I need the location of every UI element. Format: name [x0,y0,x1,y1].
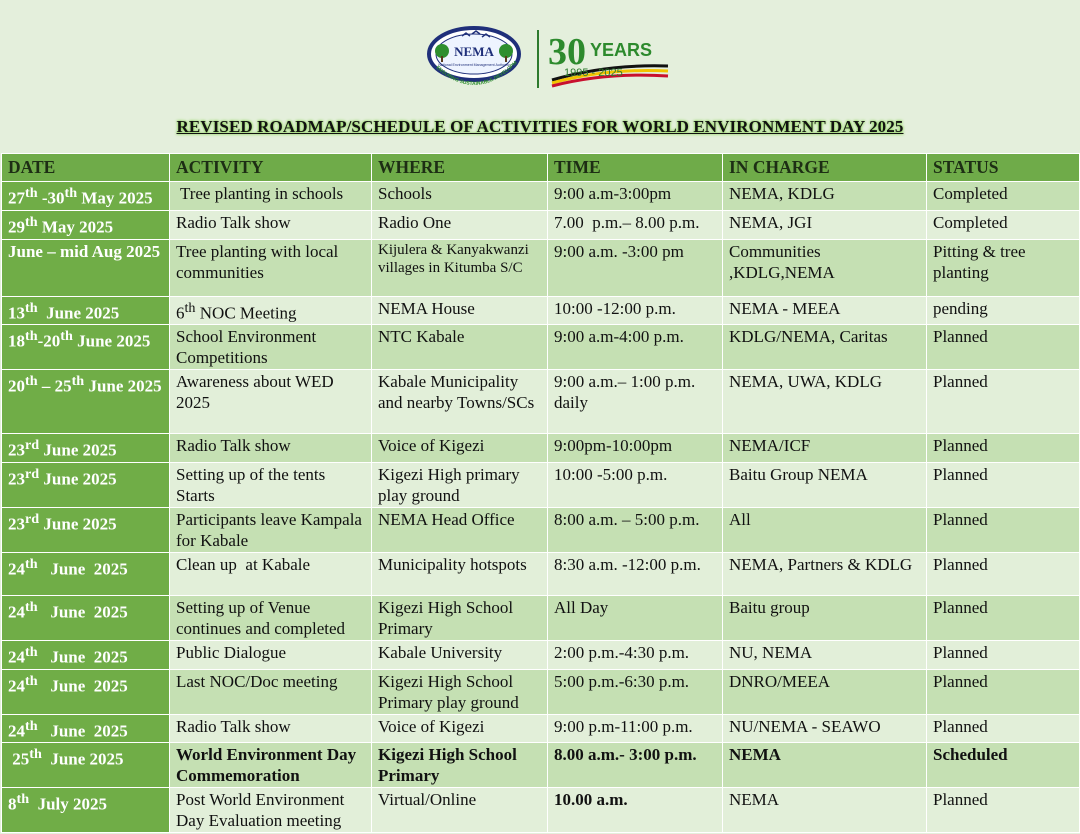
status-cell: Pitting & tree planting [927,239,1080,296]
date-cell: 24th June 2025 [2,552,170,595]
activity-cell: Clean up at Kabale [170,552,372,595]
status-cell: Planned [927,714,1080,743]
table-row [2,210,1080,239]
activity-cell: Tree planting in schools [170,182,372,211]
table-row [2,640,1080,669]
where-cell: NTC Kabale [372,325,548,370]
activity-cell: School Environment Competitions [170,325,372,370]
status-cell: Planned [927,552,1080,595]
table-row [2,462,1080,507]
table-header-row [2,154,1080,182]
column-header-in-charge: IN CHARGE [723,154,927,182]
in-charge-cell: NEMA, KDLG [723,182,927,211]
nema-logo-ring-text: ENSURING SUSTAINABLE DEVELOPM [434,60,519,88]
status-cell: Planned [927,507,1080,552]
page-title: REVISED ROADMAP/SCHEDULE OF ACTIVITIES FOR WORLD ENVIRONMENT DAY 2025 [176,117,904,136]
table-row [2,507,1080,552]
where-cell: Kigezi High School Primary [372,595,548,640]
status-cell: Planned [927,595,1080,640]
where-cell: Kigezi High School Primary play ground [372,669,548,714]
status-cell: Planned [927,669,1080,714]
in-charge-cell: NEMA, Partners & KDLG [723,552,927,595]
activity-cell: Setting up of the tents Starts [170,462,372,507]
nema-logo-subtitle: National Environment Management Authority [438,63,510,67]
date-cell: 23rd June 2025 [2,434,170,463]
date-cell: 24th June 2025 [2,714,170,743]
time-cell: 8.00 a.m.- 3:00 p.m. [548,743,723,788]
status-cell: Scheduled [927,743,1080,788]
time-cell: 8:00 a.m. – 5:00 p.m. [548,507,723,552]
table-row [2,788,1080,833]
activity-cell: Public Dialogue [170,640,372,669]
activity-cell: Participants leave Kampala for Kabale [170,507,372,552]
in-charge-cell: NU, NEMA [723,640,927,669]
in-charge-cell: NU/NEMA - SEAWO [723,714,927,743]
date-cell: 18th-20th June 2025 [2,325,170,370]
table-row [2,743,1080,788]
activity-cell: Radio Talk show [170,714,372,743]
where-cell: Municipality hotspots [372,552,548,595]
header [0,0,1080,110]
date-cell: 13th June 2025 [2,296,170,325]
time-cell: 8:30 a.m. -12:00 p.m. [548,552,723,595]
column-header-where: WHERE [372,154,548,182]
table-row [2,669,1080,714]
activity-cell: World Environment Day Commemoration [170,743,372,788]
where-cell: Radio One [372,210,548,239]
status-cell: Planned [927,788,1080,833]
date-cell: 23rd June 2025 [2,507,170,552]
table-row [2,325,1080,370]
status-cell: Planned [927,462,1080,507]
table-row [2,370,1080,434]
time-cell: 9:00 a.m.– 1:00 p.m. daily [548,370,723,434]
in-charge-cell: All [723,507,927,552]
date-cell: June – mid Aug 2025 [2,239,170,296]
table-row [2,552,1080,595]
in-charge-cell: NEMA, JGI [723,210,927,239]
in-charge-cell: NEMA - MEEA [723,296,927,325]
in-charge-cell: NEMA [723,743,927,788]
date-cell: 29th May 2025 [2,210,170,239]
where-cell: NEMA House [372,296,548,325]
in-charge-cell: Communities ,KDLG,NEMA [723,239,927,296]
in-charge-cell: Baitu group [723,595,927,640]
activity-cell: Last NOC/Doc meeting [170,669,372,714]
years-word: YEARS [590,40,653,60]
in-charge-cell: NEMA/ICF [723,434,927,463]
date-cell: 25th June 2025 [2,743,170,788]
where-cell: Kabale University [372,640,548,669]
status-cell: Planned [927,434,1080,463]
nema-logo-text: NEMA [454,44,494,59]
where-cell: Virtual/Online [372,788,548,833]
time-cell: 9:00 p.m-11:00 p.m. [548,714,723,743]
date-cell: 8th July 2025 [2,788,170,833]
table-row [2,296,1080,325]
status-cell: Completed [927,210,1080,239]
activity-cell: Radio Talk show [170,434,372,463]
table-row [2,595,1080,640]
thirty-years-logo [546,24,676,90]
time-cell: 9:00 a.m-4:00 p.m. [548,325,723,370]
in-charge-cell: DNRO/MEEA [723,669,927,714]
table-row [2,714,1080,743]
activity-cell: Setting up of Venue continues and completed [170,595,372,640]
in-charge-cell: KDLG/NEMA, Caritas [723,325,927,370]
activity-cell: Awareness about WED 2025 [170,370,372,434]
activity-cell: 6th NOC Meeting [170,296,372,325]
time-cell: 9:00pm-10:00pm [548,434,723,463]
where-cell: Kigezi High primary play ground [372,462,548,507]
where-cell: NEMA Head Office [372,507,548,552]
status-cell: pending [927,296,1080,325]
date-cell: 24th June 2025 [2,640,170,669]
activity-cell: Tree planting with local communities [170,239,372,296]
table-row [2,239,1080,296]
column-header-activity: ACTIVITY [170,154,372,182]
years-range: 1995 - 2025 [564,67,623,79]
where-cell: Kabale Municipality and nearby Towns/SCs [372,370,548,434]
time-cell: 5:00 p.m.-6:30 p.m. [548,669,723,714]
status-cell: Planned [927,370,1080,434]
where-cell: Kijulera & Kanyakwanzi villages in Kitumba S/C [372,239,548,296]
where-cell: Voice of Kigezi [372,714,548,743]
status-cell: Planned [927,325,1080,370]
table-row [2,434,1080,463]
time-cell: 10:00 -12:00 p.m. [548,296,723,325]
in-charge-cell: Baitu Group NEMA [723,462,927,507]
in-charge-cell: NEMA [723,788,927,833]
logo-divider [537,30,539,88]
in-charge-cell: NEMA, UWA, KDLG [723,370,927,434]
date-cell: 23rd June 2025 [2,462,170,507]
status-cell: Planned [927,640,1080,669]
column-header-status: STATUS [927,154,1080,182]
nema-logo [416,22,532,94]
where-cell: Kigezi High School Primary [372,743,548,788]
date-cell: 24th June 2025 [2,595,170,640]
activity-cell: Post World Environment Day Evaluation meeting [170,788,372,833]
time-cell: 10.00 a.m. [548,788,723,833]
date-cell: 20th – 25th June 2025 [2,370,170,434]
table-row [2,182,1080,211]
date-cell: 24th June 2025 [2,669,170,714]
years-big-number: 30 [548,31,586,73]
column-header-date: DATE [2,154,170,182]
time-cell: 10:00 -5:00 p.m. [548,462,723,507]
activity-cell: Radio Talk show [170,210,372,239]
where-cell: Schools [372,182,548,211]
time-cell: 2:00 p.m.-4:30 p.m. [548,640,723,669]
status-cell: Completed [927,182,1080,211]
date-cell: 27th -30th May 2025 [2,182,170,211]
schedule-table [1,153,1080,833]
where-cell: Voice of Kigezi [372,434,548,463]
time-cell: All Day [548,595,723,640]
column-header-time: TIME [548,154,723,182]
time-cell: 7.00 p.m.– 8.00 p.m. [548,210,723,239]
time-cell: 9:00 a.m. -3:00 pm [548,239,723,296]
time-cell: 9:00 a.m-3:00pm [548,182,723,211]
